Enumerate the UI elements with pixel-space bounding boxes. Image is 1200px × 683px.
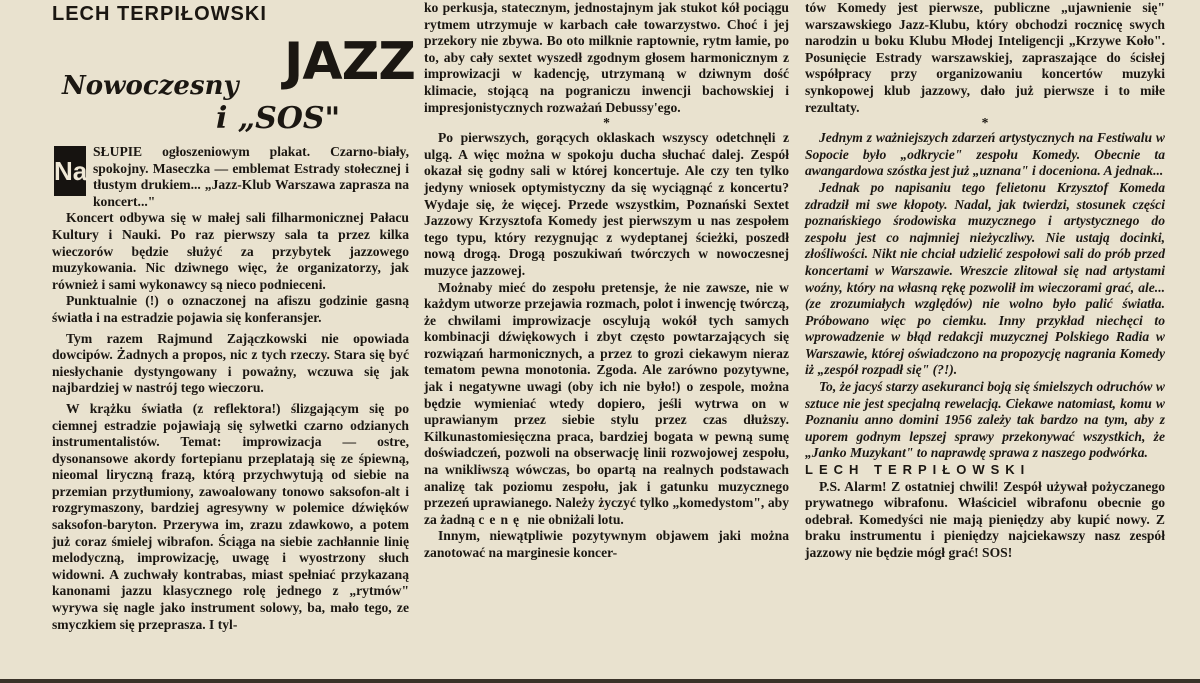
- column-1: [52, 0, 416, 683]
- italic-paragraph: To, że jacyś starzy asekuranci boją się śmielszych odruchów w sztuce nie jest specjalną rewelacją. Ciekawe natomiast, komu w Poznaniu anno domini 1956 zależy tak bardzo na tym, aby z uporem godnym lepszej sprawy przekonywać wszystkich, że „Janko Muzykant" to naprawdę sprawa z naszego podwórka.: [805, 379, 1165, 461]
- lead-paragraph: [52, 144, 409, 210]
- spaced-word: cenę: [478, 511, 525, 527]
- paragraph: tów Komedy jest pierwsze, publiczne „ujawnienie się" warszawskiego Jazz-Klubu, który obchodzi rocznicę swych narodzin u boku Klubu Młodej Inteligencji „Krzywe Koło". Posunięcie Estrady warszawskiej, zapraszające do ścisłej współpracy przy organizowaniu koncertów muzyki synkopowej klub jazzowy, dało już pierwsze i to miłe rezultaty.: [805, 0, 1165, 115]
- paragraph: W krążku światła (z reflektora!) ślizgającym się po ciemnej estradzie pojawiają się sylwetki czarno odzianych instrumentalistów. Temat: improwizacja — ostre, dysonansowe akordy fortepianu przeplatają się ze śpiewną, nieomal liryczną frazą, którą przychwytują od siebie na przemian przytłumiony, zawoalowany tonowo saksofon-alt i rozgrymaszony, bardziej agresywny w polemice dźwięków saksofon-baryton. Przerywa im, zrazu zdawkowo, a potem już coraz śmielej wibrafon. Ściąga na siebie zachłannie linię melodyczną, improwizację, uwagę i wyostrzony słuch widowni. A zuchwały kontrabas, miast spełniać przykazaną kanonami jazzu klasycznego rolę jednego z „rytmów" wyrywa się nagle jako instrument solowy, ba, mało tego, ze smyczkiem się przeprasza. I tyl-: [52, 400, 409, 632]
- bottom-rule: [0, 679, 1200, 683]
- text-run: nie obniżali lotu.: [527, 511, 624, 527]
- headline-part-1: Nowoczesny: [62, 71, 239, 101]
- drop-cap: Na: [54, 146, 86, 196]
- paragraph: Koncert odbywa się w małej sali filharmonicznej Pałacu Kultury i Nauki. Po raz pierwszy sala ta przez kilka wieczorów będzie służyć za przybytek jazzowego muzykowania. Nic dziwnego więc, że organizatorzy, jak również i sami wykonawcy są nieco podnieceni.: [52, 210, 409, 292]
- headline-part-2: JAZZ: [284, 32, 416, 92]
- paragraph: Punktualnie (!) o oznaczonej na afiszu godzinie gasną światła i na estradzie pojawia się konferansjer.: [52, 293, 409, 325]
- author-byline: LECH TERPIŁOWSKI: [52, 3, 267, 25]
- headline-part-3: i „SOS": [216, 101, 341, 136]
- paragraph: Innym, niewątpliwie pozytywnym objawem jaki można zanotować na marginesie koncer-: [424, 528, 789, 560]
- text-run: Możnaby mieć do zespołu pretensje, że nie zawsze, nie w każdym utworze przejawia rozmach, polot i inwencję twórczą, że chwilami improwizacje oscylują wokół tych samych kombinacji dźwiękowych i zbyt często powtarzających się rozwiązań harmonicznych, a przez to grozi ciekawym nieraz tematom pewna monotonia. Zgoda. Ale zarówno pozytywne, jak i negatywne uwagi (oby ich nie było!) o zespole, można będzie wymieniać wtedy dopiero, jeśli wytrwa on w uprawianym przez siebie stylu przez czas dłuższy. Kilkunastomiesięczna praca, bardziej bogata w pewną sumę doświadczeń, pozwoli na obserwację linii rozwojowej zespołu, na wnikliwszą wówczas, bo opartą na realnych podstawach analizę tak poziomu zespołu, jak i gatunku muzycznego przezeń uprawianego. Należy życzyć tylko „komedystom", aby za żadną: [424, 279, 789, 527]
- signature: LECH TERPIŁOWSKI: [805, 462, 1031, 478]
- headline: [52, 26, 416, 144]
- postscript: P.S. Alarm! Z ostatniej chwili! Zespół używał pożyczanego prywatnego wibrafonu. Właściciel wibrafonu obecnie go odebrał. Komedyści nie mają pieniędzy aby kupić nowy. Z braku instrumentu i pieniędzy najciekawszy nasz zespół jazzowy nie będzie mógł grać! SOS!: [805, 478, 1165, 560]
- italic-paragraph: Jednym z ważniejszych zdarzeń artystycznych na Festiwalu w Sopocie było „odkrycie" zespołu Komedy. Obecnie ta awangardowa szóstka jest już „uznana" i doceniona. A jednak...: [805, 130, 1165, 179]
- paragraph: SŁUPIE ogłoszeniowym plakat. Czarno-biały, spokojny. Maseczka — emblemat Estrady stołecznej i tłustym drukiem... „Jazz-Klub Warszawa zaprasza na koncert...": [93, 144, 409, 209]
- paragraph: [424, 280, 789, 529]
- column-2: [424, 0, 789, 683]
- paragraph: Po pierwszych, gorących oklaskach wszyscy odetchnęli z ulgą. A więc można w spokoju ducha słuchać dalej. Zespół okazał się godny sali w której koncertuje. Ale czy ten tylko jedyny wniosek optymistyczny da się wyciągnąć z koncertu? Wydaje się, że więcej. Przede wszystkim, Poznański Sextet Jazzowy Krzysztofa Komedy jest pierwszym u nas zespołem tego typu, który rezygnując z wydeptanej ścieżki, poszedł nową drogą. Drogą poszukiwań twórczych w nowoczesnej muzyce jazzowej.: [424, 130, 789, 278]
- section-separator: *: [603, 115, 610, 131]
- section-separator: *: [981, 115, 989, 131]
- column-3: [805, 0, 1165, 683]
- paragraph: ko perkusja, statecznym, jednostajnym jak stukot kół pociągu rytmem utrzymuje w karbach całe towarzystwo. Choć i jej przekory nie zbywa. Bo oto milknie raptownie, rytm łamie, po to, aby cały sextet wyszedł zgodnym głosem harmonicznym z improwizacji w kadencję, utrzymaną w dziwnym dość klimacie, stojącą na pograniczu inwencji bachowskiej i impresjonistycznych rozważań Debussy'ego.: [424, 0, 789, 115]
- italic-paragraph: Jednak po napisaniu tego felietonu Krzysztof Komeda zdradził mi swe kłopoty. Nadal, jak twierdzi, stosunek części poznańskiego środowiska muzycznego i artystycznego do zespołu jest co najmniej nieżyczliwy. Nie ustają docinki, złośliwości. Nikt nie chciał udzielić zespołowi sali do prób przed koncertami w Warszawie. Wreszcie zlitował się nad artystami woźny, który na własną rękę pozwolił im wieczorami grać, ale... (ze zrozumiałych względów) nie wolno było palić światła. Próbowano więc po ciemku. Inny przykład niechęci to wprowadzenie w błąd redakcji muzycznej Polskiego Radia w Warszawie, której oświadczono na propozycję nagrania Komedy iż „zespół rozpadł się" (?!).: [805, 179, 1165, 378]
- paragraph: Tym razem Rajmund Zajączkowski nie opowiada dowcipów. Żadnych a propos, nic z tych rzeczy. Stara się być niesłychanie dystyngowany i poważny, wczuwa się jak najbardziej w nastrój tego wieczoru.: [52, 330, 409, 396]
